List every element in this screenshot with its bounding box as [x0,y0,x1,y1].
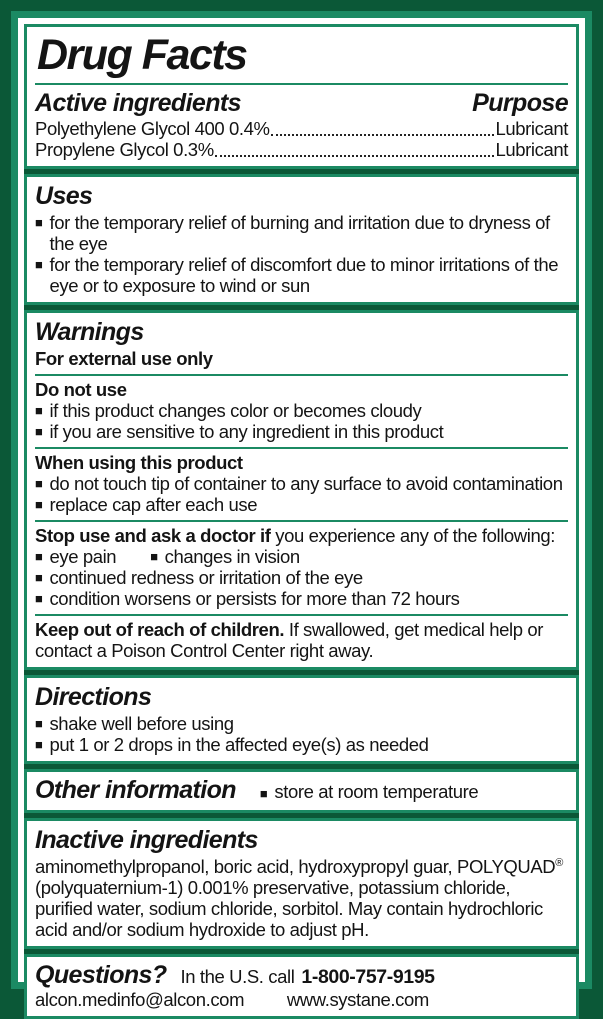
list-item-text: replace cap after each use [49,493,258,515]
list-item [35,254,568,296]
square-bullet-icon: ■ [35,496,43,512]
drug-facts-title: Drug Facts [37,31,247,79]
external-use-text: For external use only [35,347,213,369]
square-bullet-icon: ■ [35,569,43,585]
section-directions [24,675,579,764]
inactive-ingredients-part2: (polyquaternium-1) 0.001% preservative, potassium chloride, purified water, sodium chloride, sorbitol. May contain hydrochloric acid and/or sodium hydroxide to adjust pH. [35,876,543,940]
ingredient-row [35,118,568,139]
contact-row [35,989,568,1010]
call-instruction-text: In the U.S. call [180,965,295,987]
other-information-row [35,776,568,804]
list-item-text: if this product changes color or becomes cloudy [49,399,422,421]
divider [35,374,568,376]
square-bullet-icon: ■ [35,402,43,418]
do-not-use-heading: Do not use [35,378,127,400]
label-panel [18,18,585,1010]
warnings-heading: Warnings [35,317,144,346]
list-item [260,781,478,804]
square-bullet-icon: ■ [35,475,43,491]
list-item-text: store at room temperature [274,780,479,802]
stop-use-heading: Stop use and ask a doctor if [35,524,271,546]
keep-out-heading: Keep out of reach of children. [35,618,285,640]
ingredient-purpose: Lubricant [495,138,568,160]
square-bullet-icon: ■ [259,785,268,801]
inactive-ingredients-heading: Inactive ingredients [35,825,258,854]
list-item [35,713,568,734]
list-item-text: changes in vision [164,545,300,567]
list-item-text: eye pain [49,545,117,567]
divider [35,520,568,522]
uses-heading: Uses [35,181,93,210]
square-bullet-icon: ■ [35,256,43,272]
section-warnings [24,310,579,670]
list-item [35,473,568,494]
list-item [35,212,568,254]
list-item [35,567,568,588]
square-bullet-icon: ■ [35,548,43,564]
square-bullet-icon: ■ [150,548,158,564]
square-bullet-icon: ■ [35,715,43,731]
active-ingredients-header [35,89,568,117]
list-item-text: for the temporary relief of discomfort due to minor irritations of the eye or to exposure to wind or sun [49,253,559,296]
directions-heading: Directions [35,682,152,711]
square-bullet-icon: ■ [35,214,43,230]
label-sections [24,24,579,1010]
keep-out-rest: If swallowed, get medical help or contact a Poison Control Center right away. [35,618,543,661]
square-bullet-icon: ■ [35,736,43,752]
ingredient-name: Propylene Glycol 0.3% [35,138,214,160]
section-uses [24,174,579,305]
stop-use-lead-in [35,525,568,546]
contact-email: alcon.medinfo@alcon.com [35,988,245,1010]
ingredient-purpose: Lubricant [495,117,568,139]
section-drug-facts [24,24,579,169]
list-item [35,421,568,442]
when-using-heading: When using this product [35,451,243,473]
list-item-text: if you are sensitive to any ingredient in this product [49,420,444,442]
inactive-ingredients-part1: aminomethylpropanol, boric acid, hydroxypropyl guar, POLYQUAD [35,855,556,877]
registered-trademark-symbol: ® [555,856,563,869]
list-item [35,734,568,755]
ingredient-row [35,139,568,160]
purpose-heading: Purpose [472,88,568,117]
square-bullet-icon: ■ [35,590,43,606]
list-item [35,494,568,515]
list-item-text: for the temporary relief of burning and irritation due to dryness of the eye [49,211,550,254]
section-other-information [24,769,579,813]
stop-use-text: you experience any of the following: [270,524,555,546]
dotted-leader [271,134,495,136]
ingredient-name: Polyethylene Glycol 400 0.4% [35,117,270,139]
list-item-text: condition worsens or persists for more than 72 hours [49,587,460,609]
title-rule [35,83,568,85]
phone-number: 1-800-757-9195 [301,965,435,988]
list-item-text: put 1 or 2 drops in the affected eye(s) as needed [49,733,429,755]
list-item [35,546,116,567]
list-item [35,588,568,609]
divider [35,447,568,449]
questions-heading: Questions? [35,960,167,989]
list-item-text: do not touch tip of container to any surface to avoid contamination [49,472,563,494]
divider [35,614,568,616]
list-item [35,400,568,421]
list-item-text: shake well before using [49,712,234,734]
keep-out-of-reach-text [35,619,568,661]
active-ingredients-heading: Active ingredients [35,88,241,117]
list-item-text: continued redness or irritation of the eye [49,566,363,588]
inactive-ingredients-text [35,856,568,940]
section-inactive-ingredients [24,818,579,949]
label-outer-frame [11,11,592,1010]
list-item-row [35,546,568,567]
questions-row [35,961,568,989]
section-questions [24,954,579,1019]
other-information-heading: Other information [35,775,236,804]
website-url: www.systane.com [286,988,429,1010]
list-item [150,546,300,567]
dotted-leader [215,155,495,157]
square-bullet-icon: ■ [35,423,43,439]
